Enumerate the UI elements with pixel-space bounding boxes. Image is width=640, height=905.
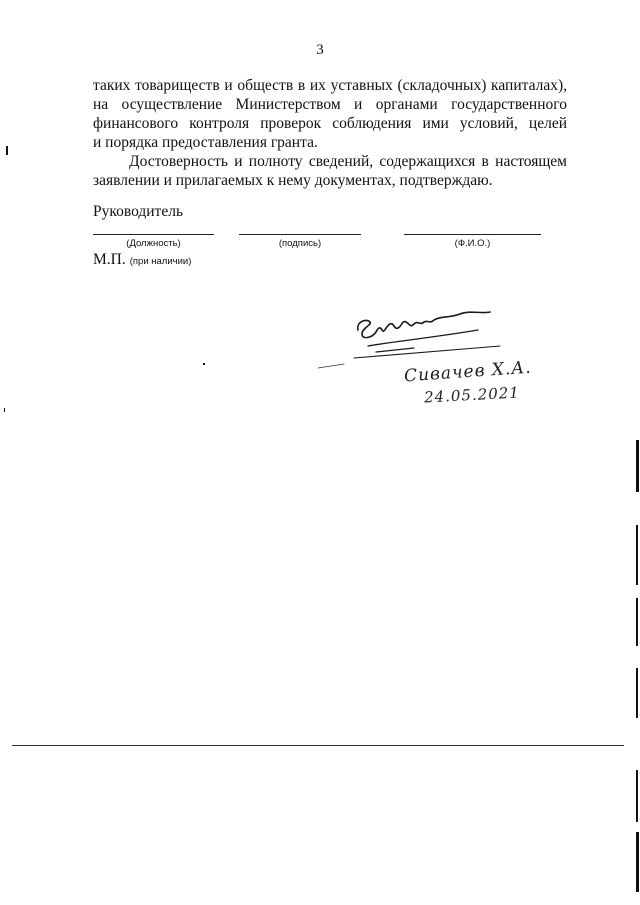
scan-mark — [636, 598, 638, 646]
paragraph-consent — [93, 76, 567, 152]
name-line — [404, 234, 541, 235]
stamp-label: М.П. — [93, 251, 126, 268]
text-line: Достоверность и полноту сведений, содержащихся в настоящем — [129, 153, 567, 170]
caption-signature: (подпись) — [278, 238, 322, 249]
scan-mark — [636, 440, 639, 492]
stamp-row — [93, 251, 191, 269]
handwritten-date: 24.05.2021 — [423, 383, 521, 407]
text-line: таких товариществ и обществ в их уставных (складочных) капиталах), — [93, 77, 567, 94]
caption-position: (Должность) — [126, 238, 181, 249]
scan-mark — [636, 525, 638, 585]
scan-mark — [203, 363, 205, 365]
text-line: заявлении и прилагаемых к нему документах, подтверждаю. — [93, 172, 493, 189]
scan-mark — [636, 668, 638, 718]
head-label: Руководитель — [93, 203, 184, 220]
page-number: 3 — [316, 42, 324, 58]
scan-mark — [636, 832, 639, 892]
scan-edge-line — [12, 745, 624, 746]
stamp-note: (при наличии) — [129, 256, 192, 267]
paragraph-confirmation — [93, 152, 567, 190]
scan-mark — [4, 408, 5, 412]
caption-name: (Ф.И.О.) — [454, 238, 491, 249]
scan-mark — [6, 146, 8, 155]
handwritten-name: Сивачев Х.А. — [403, 357, 533, 387]
text-line: и порядка предоставления гранта. — [93, 134, 318, 151]
scan-mark — [636, 770, 638, 822]
signature-line — [239, 234, 361, 235]
text-line: на осуществление Министерством и органами государственного — [93, 96, 567, 113]
text-line: финансового контроля проверок соблюдения ими условий, целей — [93, 115, 567, 132]
position-line — [93, 234, 214, 235]
